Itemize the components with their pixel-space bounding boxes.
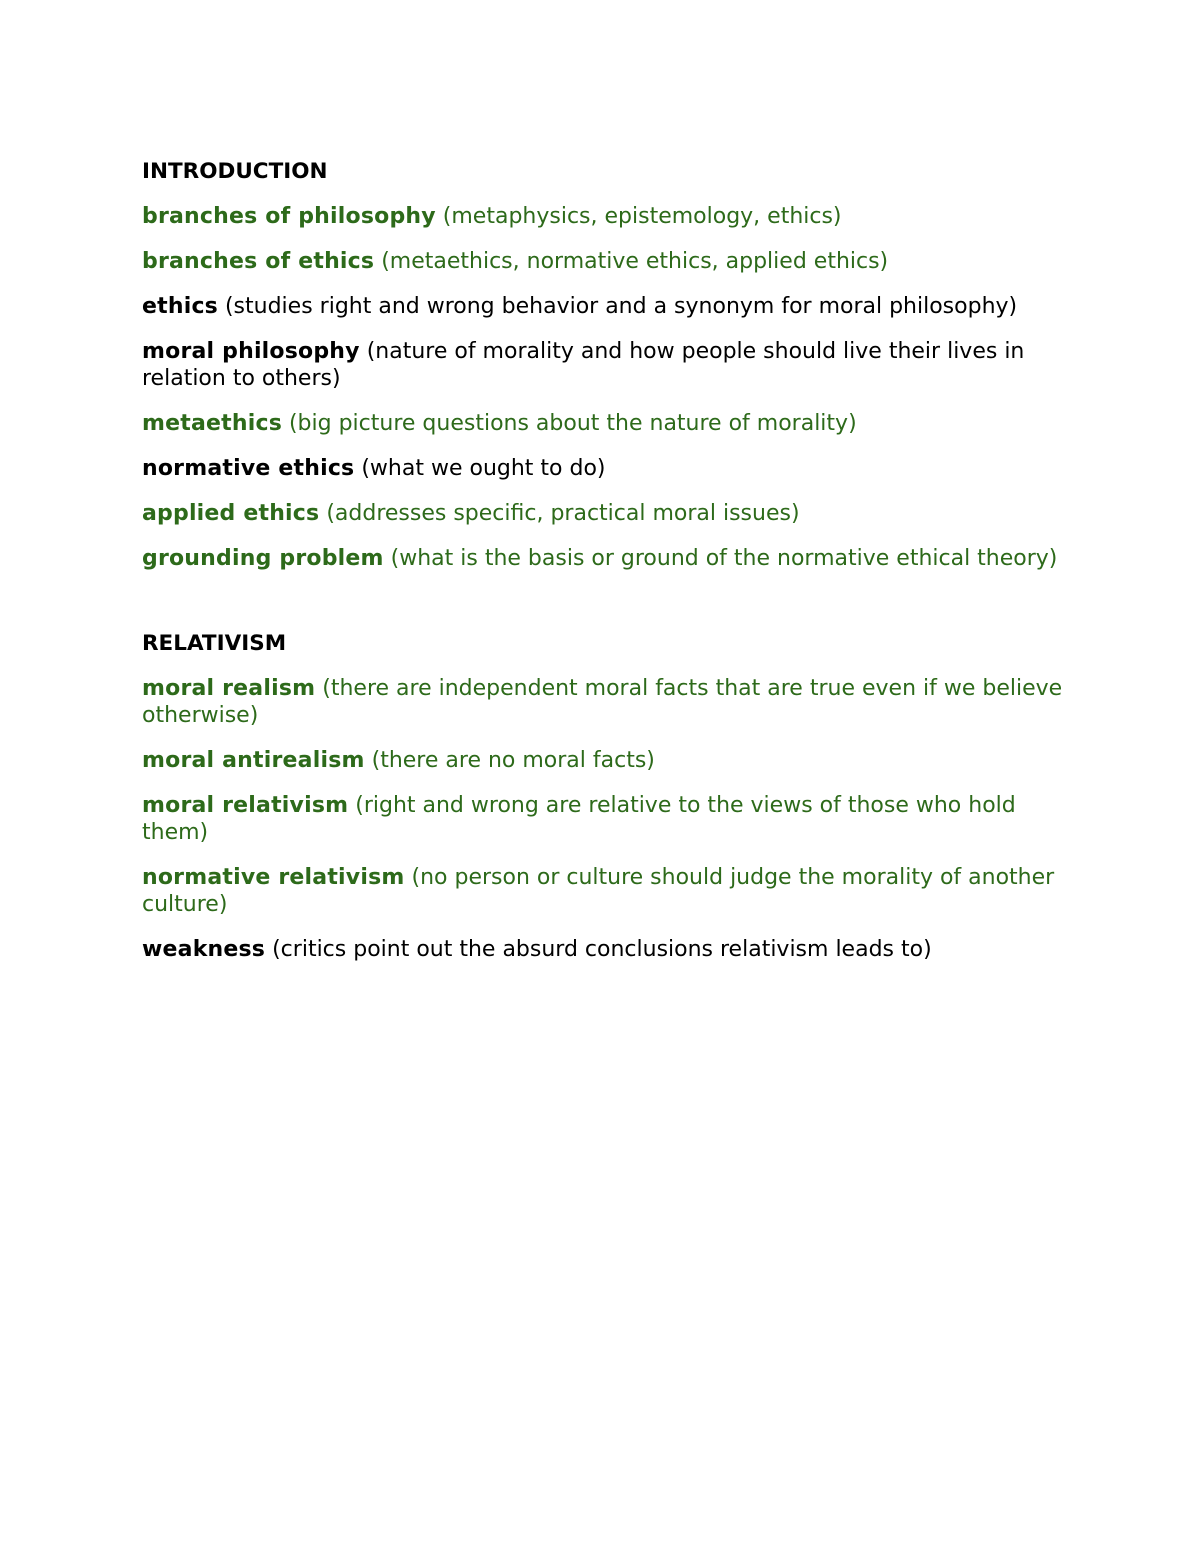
entry-term: moral antirealism [142, 748, 365, 773]
entry-definition: (big picture questions about the nature of morality) [281, 411, 857, 436]
entry-definition: (there are independent moral facts that are true even if we believe otherwise) [142, 676, 1063, 728]
entry-term: normative relativism [142, 865, 405, 890]
entry-term: normative ethics [142, 456, 355, 481]
glossary-entry-weakness [142, 936, 1072, 963]
entry-definition: (metaphysics, epistemology, ethics) [435, 204, 842, 229]
glossary-entry-moral-realism [142, 675, 1072, 729]
document-page [142, 158, 1072, 981]
entry-term: grounding problem [142, 546, 384, 571]
section-heading-relativism: RELATIVISM [142, 631, 287, 656]
entry-term: metaethics [142, 411, 282, 436]
entry-definition: (studies right and wrong behavior and a synonym for moral philosophy) [217, 294, 1018, 319]
entry-term: applied ethics [142, 501, 320, 526]
entry-definition: (there are no moral facts) [364, 748, 655, 773]
entry-definition: (right and wrong are relative to the views of those who hold them) [142, 793, 1016, 845]
entry-definition: (nature of morality and how people should live their lives in relation to others) [142, 339, 1025, 391]
entry-definition: (critics point out the absurd conclusions relativism leads to) [265, 937, 932, 962]
glossary-entry-moral-relativism [142, 792, 1072, 846]
entry-term: moral relativism [142, 793, 349, 818]
glossary-entry-grounding-problem [142, 545, 1072, 572]
entry-term: branches of ethics [142, 249, 375, 274]
entry-definition: (what is the basis or ground of the normative ethical theory) [383, 546, 1058, 571]
glossary-entry-normative-ethics [142, 455, 1072, 482]
entry-term: weakness [142, 937, 266, 962]
glossary-entry-moral-antirealism [142, 747, 1072, 774]
entry-term: moral realism [142, 676, 316, 701]
entry-term: branches of philosophy [142, 204, 436, 229]
glossary-entry-ethics [142, 293, 1072, 320]
glossary-entry-moral-philosophy [142, 338, 1072, 392]
glossary-entry-branches-of-ethics [142, 248, 1072, 275]
entry-definition: (no person or culture should judge the morality of another culture) [142, 865, 1055, 917]
glossary-entry-normative-relativism [142, 864, 1072, 918]
entry-term: moral philosophy [142, 339, 360, 364]
entry-term: ethics [142, 294, 218, 319]
entry-definition: (metaethics, normative ethics, applied ethics) [374, 249, 889, 274]
glossary-entry-branches-of-philosophy [142, 203, 1072, 230]
entry-definition: (addresses specific, practical moral issues) [319, 501, 800, 526]
glossary-entry-applied-ethics [142, 500, 1072, 527]
section-heading-introduction: INTRODUCTION [142, 159, 328, 184]
glossary-entry-metaethics [142, 410, 1072, 437]
section-spacer [142, 590, 1072, 630]
entry-definition: (what we ought to do) [354, 456, 606, 481]
